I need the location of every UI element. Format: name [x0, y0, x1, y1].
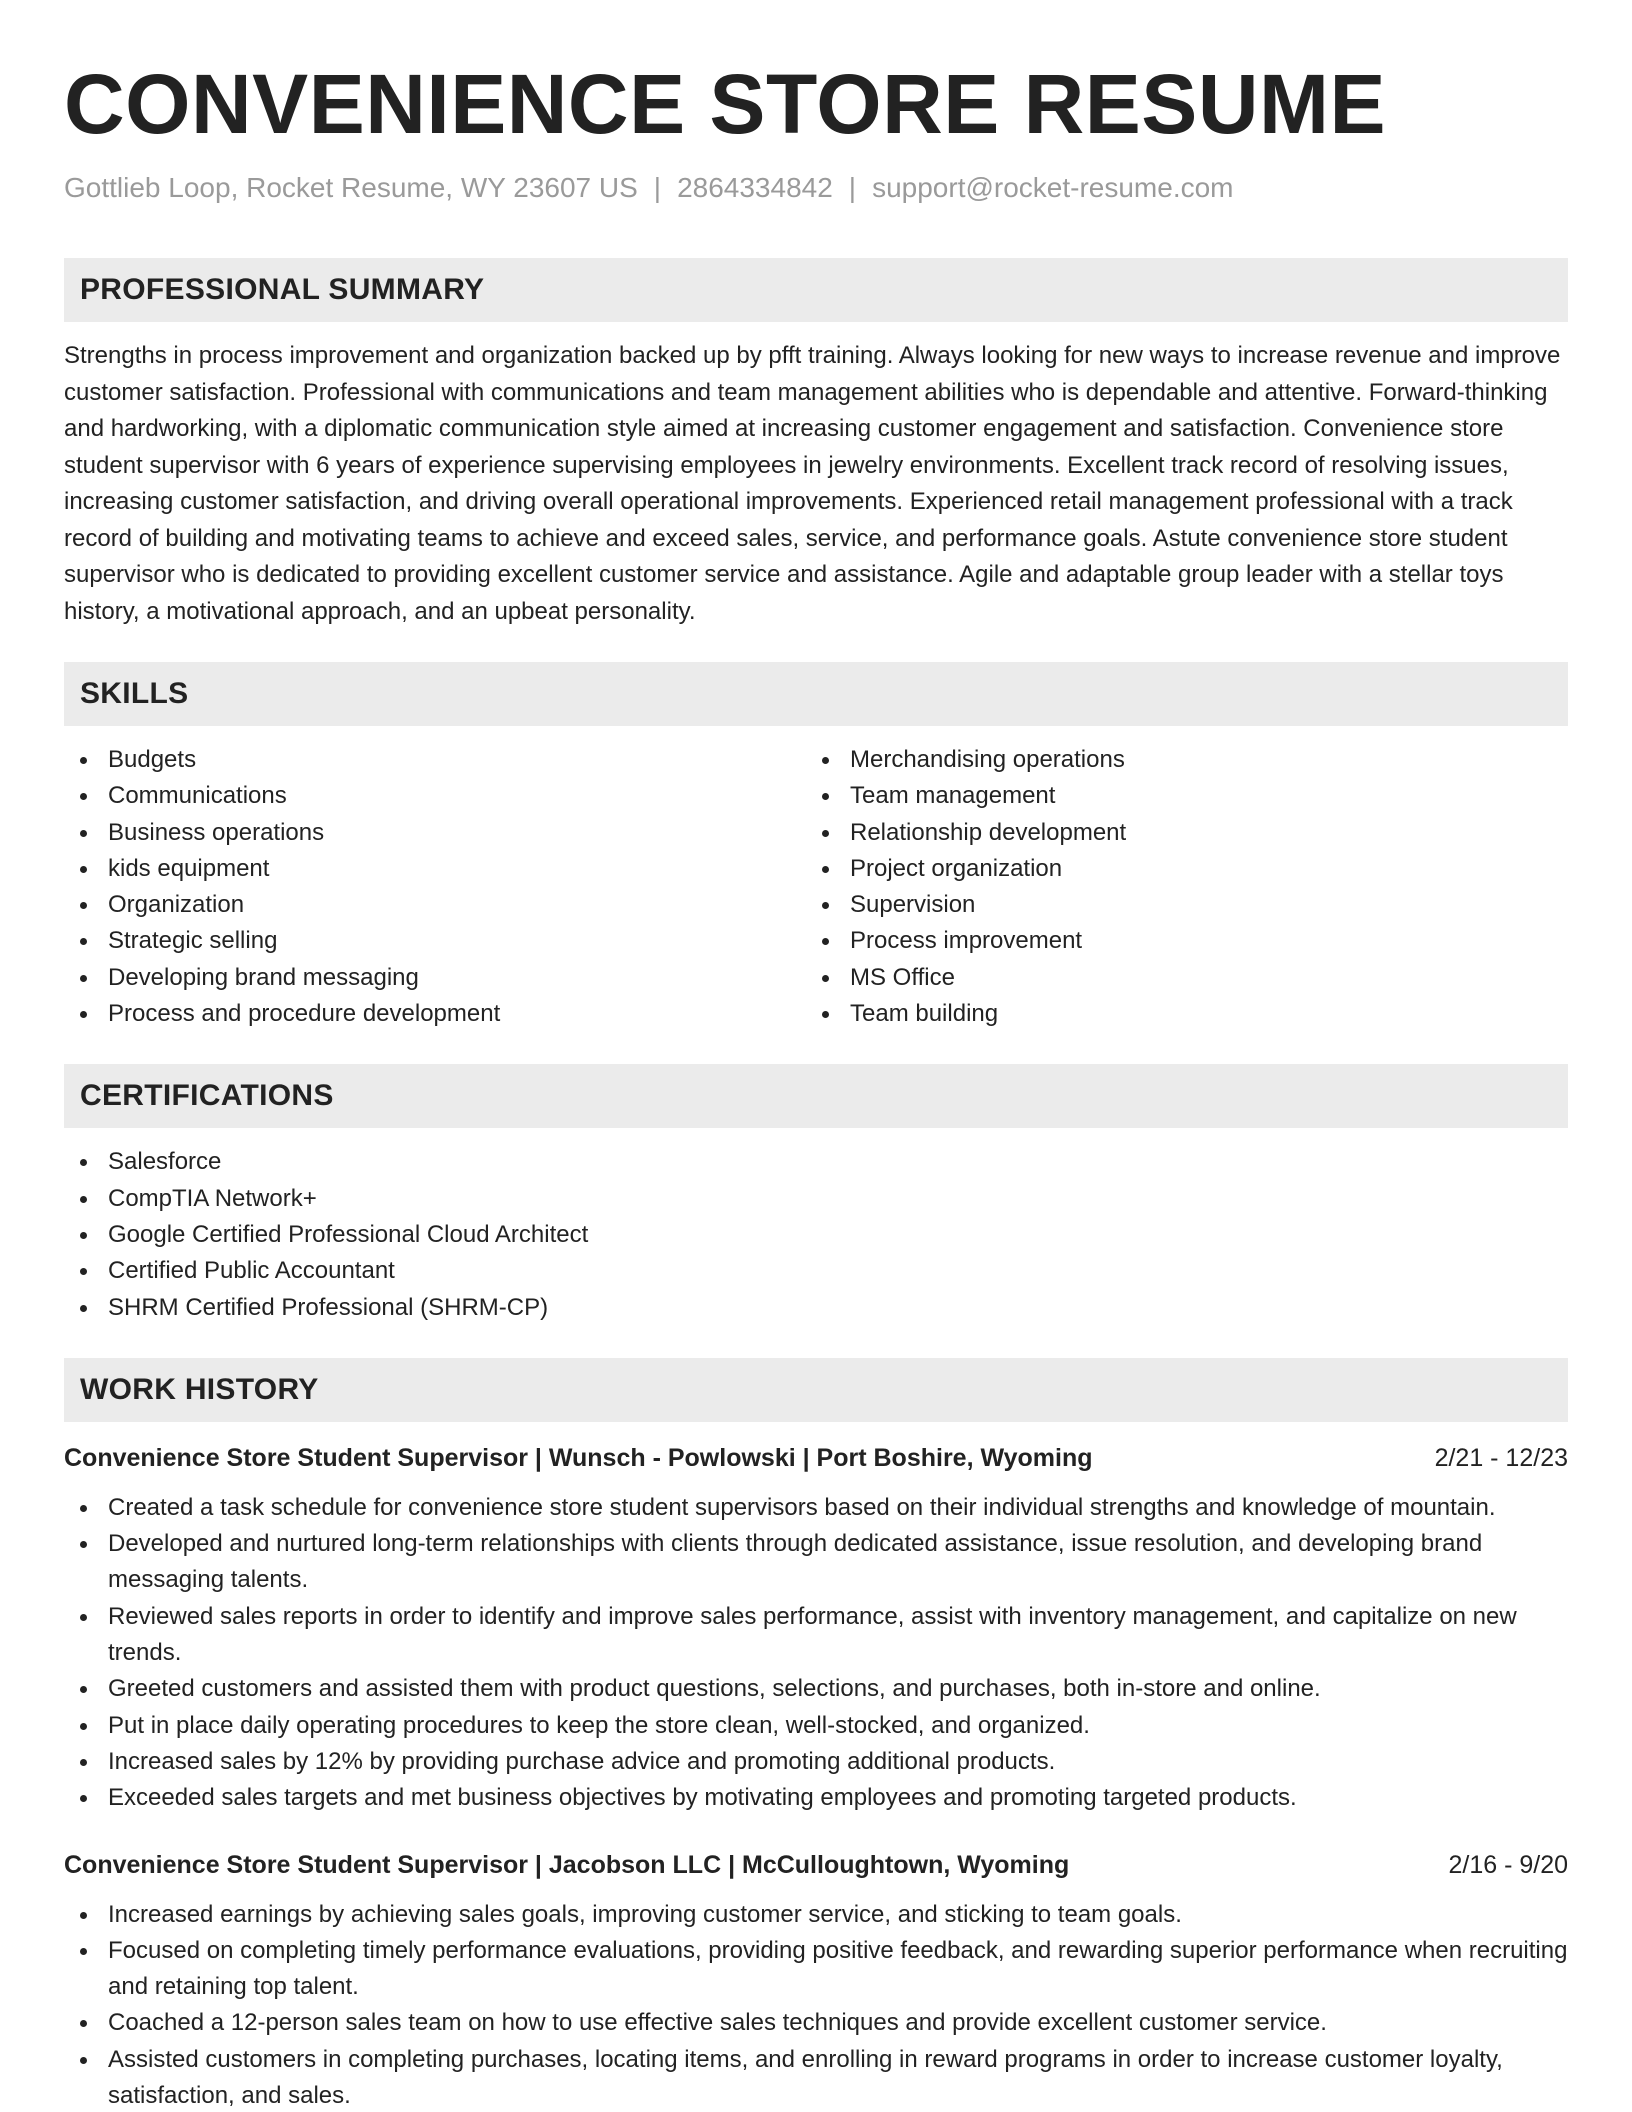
skill-item: Business operations — [64, 815, 806, 851]
skill-item: Relationship development — [806, 815, 1548, 851]
skills-list-left — [64, 742, 806, 1032]
job-title: Convenience Store Student Supervisor | Jacobson LLC | McCulloughtown, Wyoming — [64, 1850, 1070, 1879]
job-bullet: Focused on completing timely performance evaluations, providing positive feedback, and rewarding superior performance when recruiting and retaining top talent. — [64, 1933, 1568, 2006]
job-bullet-list — [64, 1897, 1568, 2112]
section-heading-work-history: WORK HISTORY — [64, 1358, 1568, 1422]
job-bullet: Exceeded sales targets and met business objectives by motivating employees and promoting targeted products. — [64, 1780, 1568, 1816]
skill-item: Process and procedure development — [64, 996, 806, 1032]
contact-phone: 2864334842 — [677, 172, 833, 203]
job-bullet: Increased sales by 12% by providing purchase advice and promoting additional products. — [64, 1744, 1568, 1780]
job-bullet: Created a task schedule for convenience store student supervisors based on their individual strengths and knowledge of mountain. — [64, 1490, 1568, 1526]
summary-paragraph: Strengths in process improvement and organization backed up by pfft training. Always looking for new ways to increase revenue and improve customer satisfaction. Professional with communications and team management abilities who is dependable and attentive. Forward-thinking and hardworking, with a diplomatic communication style aimed at increasing customer engagement and satisfaction. Convenience store student supervisor with 6 years of experience supervising employees in jewelry environments. Excellent track record of resolving issues, increasing customer satisfaction, and driving overall operational improvements. Experienced retail management professional with a track record of building and motivating teams to achieve and exceed sales, service, and performance goals. Astute convenience store student supervisor who is dedicated to providing excellent customer service and assistance. Agile and adaptable group leader with a stellar toys history, a motivational approach, and an upbeat personality. — [64, 342, 1561, 625]
certification-item: Certified Public Accountant — [64, 1253, 1568, 1289]
contact-separator: | — [848, 172, 857, 203]
skills-list-right — [806, 742, 1548, 1032]
skill-item: Developing brand messaging — [64, 960, 806, 996]
certification-item: Salesforce — [64, 1144, 1568, 1180]
section-heading-skills: SKILLS — [64, 662, 1568, 726]
certification-item: CompTIA Network+ — [64, 1181, 1568, 1217]
job-bullet: Assisted customers in completing purchases, locating items, and enrolling in reward programs in order to increase customer loyalty, satisfaction, and sales. — [64, 2042, 1568, 2112]
skill-item: MS Office — [806, 960, 1548, 996]
resume-title: CONVENIENCE STORE RESUME — [64, 57, 1386, 151]
job-header — [64, 1440, 1568, 1476]
skill-item: Team management — [806, 778, 1548, 814]
certifications-list — [64, 1144, 1568, 1325]
skill-item: Team building — [806, 996, 1548, 1032]
section-heading-certifications: CERTIFICATIONS — [64, 1064, 1568, 1128]
job-dates: 2/21 - 12/23 — [1434, 1443, 1568, 1472]
skill-item: Supervision — [806, 887, 1548, 923]
contact-address: Gottlieb Loop, Rocket Resume, WY 23607 US — [64, 172, 638, 203]
skill-item: kids equipment — [64, 851, 806, 887]
job-bullet-list — [64, 1490, 1568, 1817]
contact-email: support@rocket-resume.com — [872, 172, 1234, 203]
job-header — [64, 1847, 1568, 1883]
contact-line — [64, 170, 1568, 206]
certification-item: Google Certified Professional Cloud Architect — [64, 1217, 1568, 1253]
section-heading-summary: PROFESSIONAL SUMMARY — [64, 258, 1568, 322]
job-title: Convenience Store Student Supervisor | Wunsch - Powlowski | Port Boshire, Wyoming — [64, 1443, 1093, 1472]
job-bullet: Coached a 12-person sales team on how to use effective sales techniques and provide excellent customer service. — [64, 2005, 1568, 2041]
certification-item: SHRM Certified Professional (SHRM-CP) — [64, 1290, 1568, 1326]
job-bullet: Reviewed sales reports in order to identify and improve sales performance, assist with inventory management, and capitalize on new trends. — [64, 1599, 1568, 1672]
contact-separator: | — [653, 172, 662, 203]
skill-item: Communications — [64, 778, 806, 814]
skill-item: Merchandising operations — [806, 742, 1548, 778]
skill-item: Project organization — [806, 851, 1548, 887]
skill-item: Strategic selling — [64, 923, 806, 959]
skill-item: Budgets — [64, 742, 806, 778]
job-bullet: Greeted customers and assisted them with product questions, selections, and purchases, both in-store and online. — [64, 1671, 1568, 1707]
skill-item: Process improvement — [806, 923, 1548, 959]
job-bullet: Put in place daily operating procedures to keep the store clean, well-stocked, and organized. — [64, 1708, 1568, 1744]
skills-grid — [64, 742, 1568, 1032]
job-bullet: Developed and nurtured long-term relationships with clients through dedicated assistance, issue resolution, and developing brand messaging talents. — [64, 1526, 1568, 1599]
skill-item: Organization — [64, 887, 806, 923]
job-dates: 2/16 - 9/20 — [1448, 1850, 1568, 1879]
job-bullet: Increased earnings by achieving sales goals, improving customer service, and sticking to team goals. — [64, 1897, 1568, 1933]
